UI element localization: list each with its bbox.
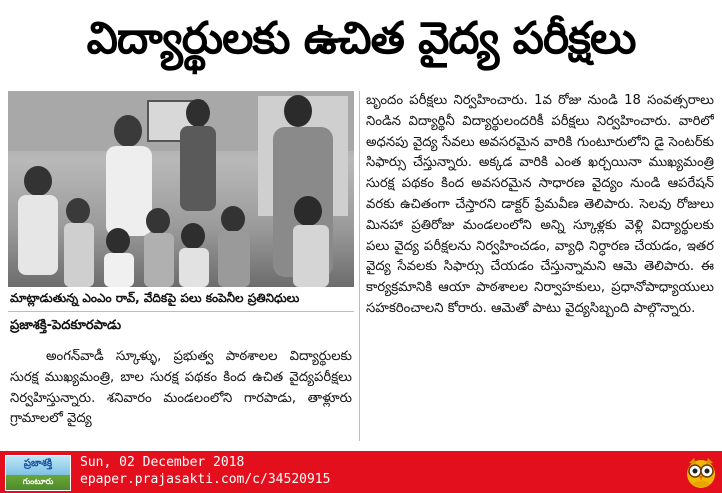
photo-caption: మాట్లాడుతున్న ఎంఎం రావ్, వేదికపై పలు కంపెనీల ప్రతినిధులు	[10, 291, 300, 305]
footer-bar	[0, 451, 722, 493]
logo-subtext: గుంటూరు	[22, 477, 54, 486]
owl-icon	[684, 455, 718, 489]
prajasakti-logo[interactable]	[5, 455, 71, 491]
logo-text: ప్రజాశక్తి	[23, 458, 53, 469]
news-photo	[8, 91, 354, 287]
edition-date: Sun, 02 December 2018	[80, 455, 245, 470]
column-divider	[359, 91, 360, 441]
article-body-right: బృందం పరీక్షలు నిర్వహించారు. 1వ రోజు నుండి 18 సంవత్సరాలు నిండిన విద్యార్థినీ విద్యార్థులందరికీ పరీక్షలు నిర్వహించారు. వారిలో అధనపు వైద్య సేవలు అవసరమైన వారికి గుంటూరులోని డై సెంటర్‌కు సిఫార్సు చేస్తున్నారు. అక్కడ వారికి ఎంత ఖర్చయినా ముఖ్యమంత్రి సురక్ష పథకం కింద అవసరమైన సాధారణ వైద్యం నుండి ఆపరేషన్ వరకు ఉచితంగా చేస్తారని డాక్టర్ ప్రేమవీణ తెలిపారు. సెలవు రోజులు మినహా ప్రతిరోజు మండలంలోని అన్ని స్కూళ్లకు వెళ్లి విద్యార్థులకు పలు వైద్య పరీక్షలను నిర్వహించడం, వ్యాధి నిర్ధారణ చేయడం, ఇతర వైద్య సేవలకు సిఫార్సు చేయడం చేస్తున్నామని ఆమె తెలిపారు. ఈ కార్యక్రమానికి ఆయా పాఠశాలల నిర్వాహకులు, ప్రధానోపాధ్యాయులు సహకరించాలని కోరారు. ఆమెతో పాటు వైద్యసిబ్బంది పాల్గొన్నారు.	[366, 93, 714, 316]
byline: ప్రజాశక్తి-పెదకూరపాడు	[10, 318, 122, 333]
epaper-url[interactable]: epaper.prajasakti.com/c/34520915	[80, 472, 331, 487]
article-body-left: అంగన్‌వాడీ స్కూళ్ళు, ప్రభుత్వ పాఠశాలల విద్యార్థులకు సురక్ష ముఖ్యమంత్రి, బాల సురక్ష పథకం కింద ఉచిత వైద్యపరీక్షలు నిర్వహిస్తున్నారు. శనివారం మండలంలోని గారపాడు, తాళ్లూరు గ్రామాలలో వైద్య	[10, 349, 352, 427]
photo-illustration	[8, 91, 354, 287]
headline: విద్యార్థులకు ఉచిత వైద్య పరీక్షలు	[86, 13, 636, 64]
caption-divider	[8, 311, 354, 312]
